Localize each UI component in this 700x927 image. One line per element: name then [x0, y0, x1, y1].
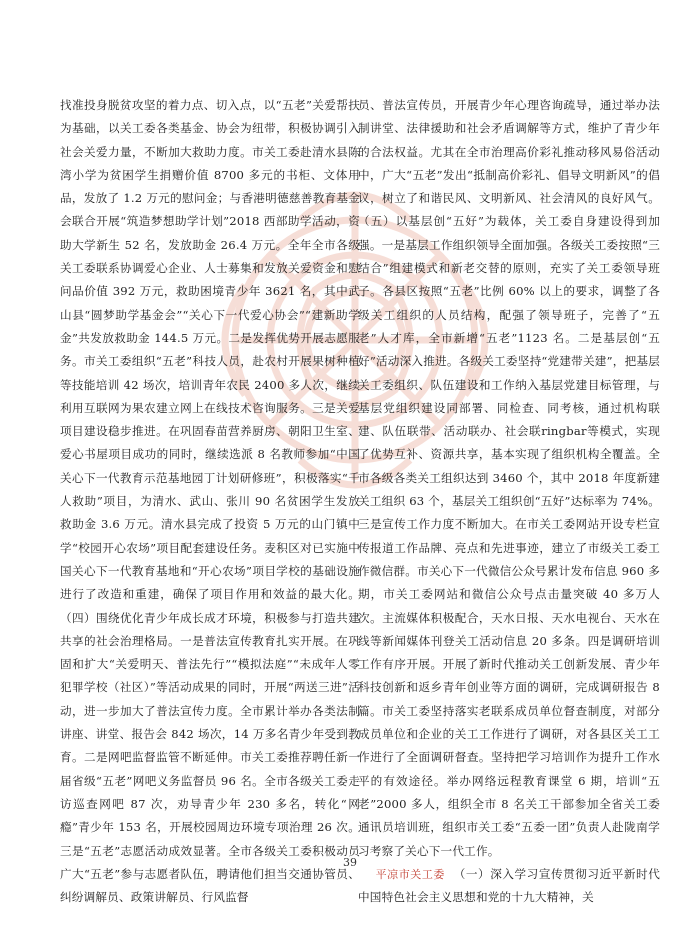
page-number: 39 — [343, 856, 357, 869]
right-column-paragraph — [358, 94, 660, 863]
pingliang-section-text: （一）深入学习宣传贯彻习近平新时代中国特色社会主义思想和党的十九大精神，关 — [358, 866, 660, 905]
right-text-column — [358, 94, 660, 909]
right-column-text: 员、普法宣传员，开展青少年心理咨询疏导，通过举办法制讲堂、法律援助和社会矛盾调解等方式，维护了青少年的合法权益。尤其在全市治理高价彩礼推动移风易俗活动中，广大“五老”发出“抵制高价彩礼、倡导文明新风”的倡议，树立了和谐民风、文明新风、社会清风的良好风气。（五）以基层创“五好”为载体，关工委自身建设得到加强。一是基层工作组织领导全面加强。各级关工委按照“三结合”组建模式和新老交替的原则，充实了关工委领导班子。各县区按照“五老”比例 60% 以上的要求，调整了各级关工组织的人员结构，配强了领导班子，完善了“五老”人才库，全市新增“五老”1123 名。二是基层创“五好”活动深入推进。各级关工委坚持“党建带关建”，把基层关工委组织、队伍建设和工作纳入基层党建目标管理，与基层党组织建设同部署、同检查、同考核，通过机构联建、队伍联带、活动联办、社会联ringbar等模式，实现了优势互补、资源共享，基本实现了组织机构全覆盖。全市各级各类关工组织达到 3460 个，其中 2018 年度新建关工组织 63 个，基层关工组织创“五好”达标率为 74%。三是宣传工作力度不断加大。在市关工委网站开设专栏宣传报道工作品牌、亮点和先进事迹，建立了市级关工委工作微信群。市关心下一代微信公众号累计发布信息 960 多期，市关工委网站和微信公众号点击量突破 40 多万人次。主流媒体积极配合，天水日报、天水电视台、天水在线等新闻媒体刊登关工活动信息 20 多条。四是调研培训工作有序开展。开展了新时代推动关工创新发展、青少年科技创新和返乡青年创业等方面的调研，完成调研报告 8 篇。市关工委坚持落实老联系成员单位督查制度，对部分成员单位和企业的关工工作进行了调研，对各县区关工工作进行了全面调研督查。坚持把学习培训作为提升工作水平的有效途径。举办网络远程教育课堂 6 期，培训“五老”2000 多人，组织全市 8 名关工干部参加全省关工委通讯员培训班，组织市关工委“五委一团”负责人赴陇南学习考察了关心下一代工作。 — [358, 98, 660, 858]
organization-heading: 平凉市关工委 — [375, 867, 445, 881]
left-text-column — [60, 94, 360, 909]
pingliang-section — [358, 863, 660, 910]
left-column-paragraph: 找准投身脱贫攻坚的着力点、切入点，以“五老”关爱帮扶为基础，以关工委各类基金、协会为纽带，积极协调引入社会关爱力量，不断加大救助力度。市关工委赴清水县陈湾小学为贫困学生捐赠价值 8700 多元的书柜、文体用品，发放了 1.2 万元的慰问金；与香港明德慈善教育基金会联合开展“筑造梦想助学计划”2018 西部助学活动，资助大学新生 52 名，发放助金 26.4 万元。全年全市各级关工委联系协调爱心企业、人士募集和发放关爱资金和慰问品价值 392 万元，救助困境青少年 3621 名，其中武山县“圆梦助学基金会”“关心下一代爱心协会”“建新助学金”共发放救助金 144.5 万元。二是发挥优势开展志愿服务。市关工委组织“五老”科技人员，赴农村开展果树种植等技能培训 42 场次，培训青年农民 2400 多人次，继续利用互联网为果农建立网上在线技术咨询服务。三是关爱项目建设稳步推进。在巩固春苗营养厨房、朝阳卫生室、爱心书屋项目成功的同时，继续选派 8 名教师参加“中国关心下一代教育示范基地园丁计划研修班”，积极落实“千人救助”项目，为清水、武山、张川 90 名贫困学生发放救助金 3.6 万元。清水县完成了投资 5 万元的山门镇中学“校园开心农场”项目配套建设任务。麦积区对已实施中国关心下一代教育基地和“开心农场”项目学校的基础设施进行了改造和重建，确保了项目作用和效益的最大化。（四）围绕优化青少年成长成才环境，积极参与打造共建共享的社会治理格局。一是普法宣传教育扎实开展。在巩固和扩大“关爱明天、普法先行”“模拟法庭”“未成年人零犯罪学校（社区）”等活动成果的同时，开展“两送三进”活动，进一步加大了普法宣传力度。全市累计举办各类法制讲座、讲堂、报告会 842 场次，14 万多名青少年受到教育。二是网吧监督监管不断延伸。市关工委推荐聘任新一届省级“五老”网吧义务监督员 96 名。全市各级关工委走访巡查网吧 87 次，劝导青少年 230 多名，转化“网瘾”青少年 153 名，开展校园周边环境专项治理 26 次。三是“五老”志愿活动成效显著。全市各级关工委积极动员广大“五老”参与志愿者队伍，聘请他们担当交通协管员、纠纷调解员、政策讲解员、行风监督 — [60, 98, 360, 905]
